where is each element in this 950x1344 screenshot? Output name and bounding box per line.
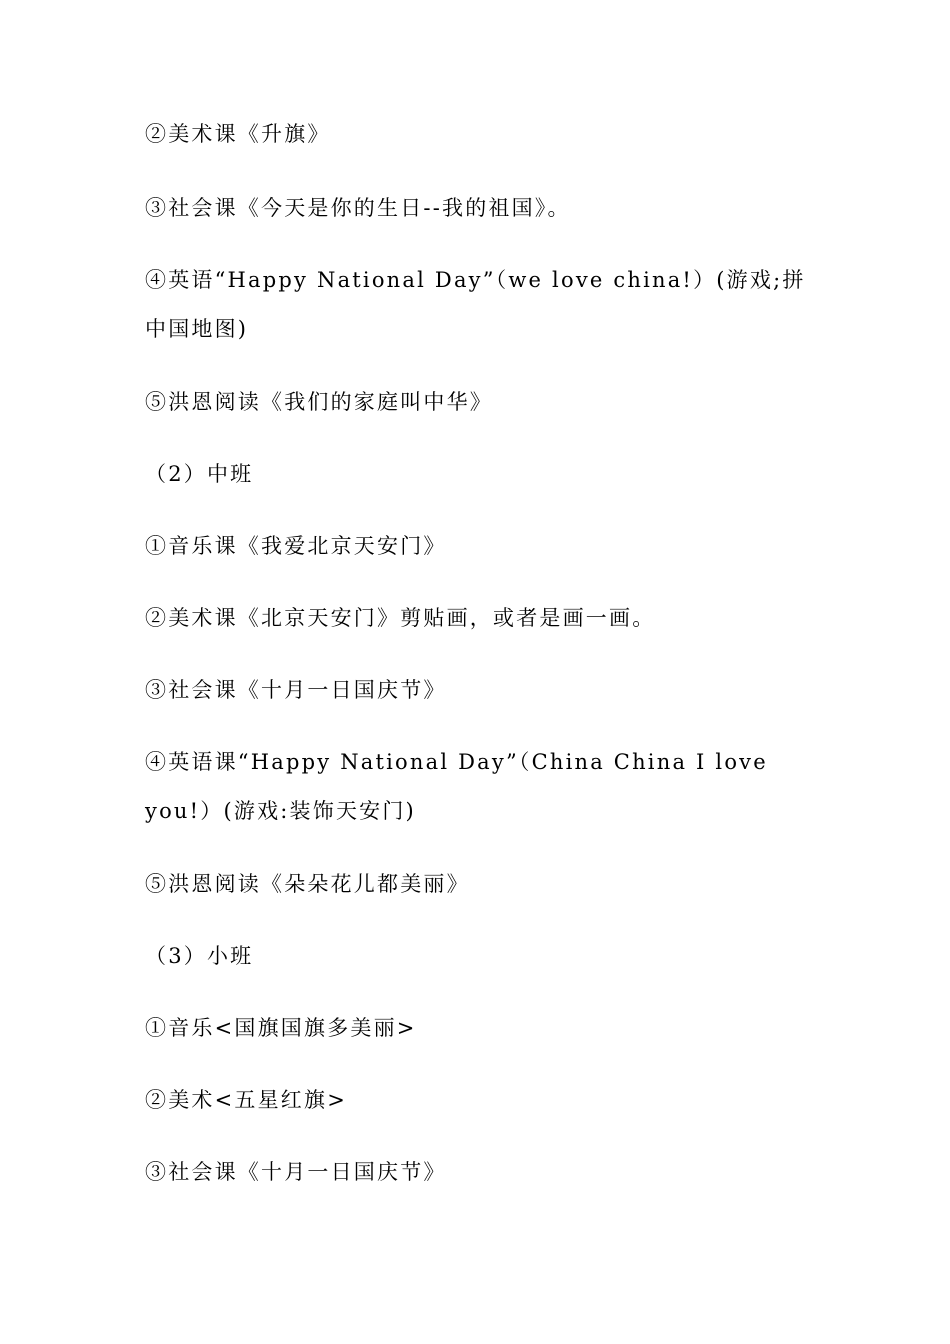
line-music-class-small: ①音乐<国旗国旗多美丽> [145, 1016, 417, 1040]
line-english-class-middle: ④英语课“Happy National Day”（China China I love you!）(游戏:装饰天安门) [145, 750, 768, 823]
line-social-class: ③社会课《今天是你的生日--我的祖国》。 [145, 196, 571, 220]
line-social-class-middle: ③社会课《十月一日国庆节》 [145, 678, 447, 702]
section-middle-class: （2）中班 [145, 462, 254, 486]
line-music-class-middle: ①音乐课《我爱北京天安门》 [145, 534, 447, 558]
line-art-class-small: ②美术<五星红旗> [145, 1088, 347, 1112]
line-art-class: ②美术课《升旗》 [145, 122, 331, 146]
line-english-class: ④英语“Happy National Day”（we love china!）(游戏;拼中国地图) [145, 268, 806, 341]
section-small-class: （3）小班 [145, 944, 254, 968]
line-reading-class-middle: ⑤洪恩阅读《朵朵花儿都美丽》 [145, 872, 470, 896]
line-art-class-middle: ②美术课《北京天安门》剪贴画，或者是画一画。 [145, 606, 656, 630]
line-social-class-small: ③社会课《十月一日国庆节》 [145, 1160, 447, 1184]
line-reading-class: ⑤洪恩阅读《我们的家庭叫中华》 [145, 390, 493, 414]
